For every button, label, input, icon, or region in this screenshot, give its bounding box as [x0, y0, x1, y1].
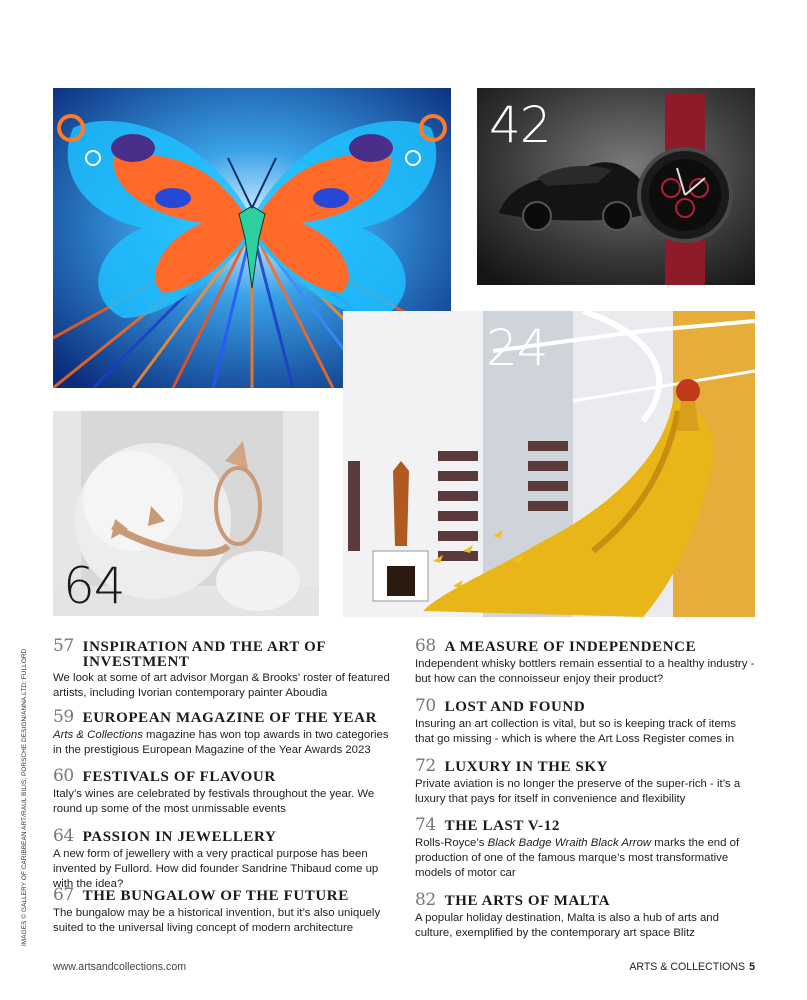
entry-page-number: 82	[415, 890, 436, 910]
entry-page-number: 70	[415, 696, 436, 716]
contents-entry-67[interactable]	[53, 885, 393, 934]
folio-page-number: 5	[749, 961, 755, 973]
entry-description: Arts & Collections magazine has won top awards in two categories in the prestigious European Magazine of the Year Awards 2023	[53, 729, 389, 756]
entry-page-number: 68	[415, 636, 436, 656]
porsche-watch-image[interactable]	[477, 88, 755, 285]
entry-description: Rolls-Royce’s Black Badge Wraith Black Arrow marks the end of production of one of the famous marque’s most transformative models of motor car	[415, 837, 740, 879]
entry-description: Independent whisky bottlers remain essential to a healthy industry - but how can the connoisseur enjoy their product?	[415, 658, 755, 685]
contents-entry-72[interactable]	[415, 756, 757, 815]
contents-entry-74[interactable]	[415, 815, 757, 890]
entry-title: INSPIRATION AND THE ART OF INVESTMENT	[82, 639, 326, 670]
contents-entry-82[interactable]	[415, 890, 757, 939]
entry-page-number: 59	[53, 707, 74, 727]
entry-title: LUXURY IN THE SKY	[444, 759, 609, 775]
contents-entry-68[interactable]	[415, 636, 757, 696]
entry-title: EUROPEAN MAGAZINE OF THE YEAR	[82, 710, 378, 726]
entry-description: Italy’s wines are celebrated by festivals throughout the year. We round up some of the most unmissable events	[53, 788, 375, 815]
entry-description: The bungalow may be a historical invention, but it’s also uniquely suited to the universal living concept of modern architecture	[53, 907, 381, 934]
contents-entry-60[interactable]	[53, 766, 393, 826]
entry-page-number: 64	[53, 826, 74, 846]
staircase-fashion-image[interactable]	[343, 311, 755, 617]
car-model-italic: Black Badge Wraith Black Arrow	[487, 837, 652, 849]
jewellery-image[interactable]	[53, 411, 319, 616]
entry-title: THE BUNGALOW OF THE FUTURE	[82, 888, 349, 904]
entry-title: LOST AND FOUND	[444, 699, 586, 715]
contents-entry-70[interactable]	[415, 696, 757, 756]
contents-left-column	[53, 636, 393, 934]
entry-page-number: 60	[53, 766, 74, 786]
entry-page-number: 67	[53, 885, 74, 905]
magazine-name: ARTS & COLLECTIONS	[629, 961, 746, 973]
entry-title: PASSION IN JEWELLERY	[82, 829, 277, 845]
contents-entry-59[interactable]	[53, 707, 393, 766]
footer-folio	[629, 961, 755, 973]
entry-description: Private aviation is no longer the preserve of the super-rich - it’s a luxury that pays for itself in convenience and flexibility	[415, 778, 741, 805]
contents-entry-57[interactable]	[53, 636, 393, 707]
contents-right-column	[415, 636, 757, 939]
entry-title: A MEASURE OF INDEPENDENCE	[444, 639, 697, 655]
entry-page-number: 57	[53, 636, 74, 656]
entry-page-number: 72	[415, 756, 436, 776]
entry-description: A popular holiday destination, Malta is also a hub of arts and culture, exemplified by the contemporary art space Blitz	[415, 912, 719, 939]
entry-title: FESTIVALS OF FLAVOUR	[82, 769, 276, 785]
magazine-name-italic: Arts & Collections	[53, 729, 143, 741]
entry-description: Insuring an art collection is vital, but so is keeping track of items that go missing - which is where the Art Loss Register comes in	[415, 718, 736, 745]
entry-page-number: 74	[415, 815, 436, 835]
entry-title: THE ARTS OF MALTA	[444, 893, 611, 909]
page-number-64: 64	[63, 557, 125, 615]
image-credit: IMAGES © GALLERY OF CARIBBEAN ART/RAUL BILIS; PORSCHE DESIGN/ANNA.LTD; FULLORD	[21, 648, 28, 946]
entry-title: THE LAST V-12	[444, 818, 560, 834]
contents-entry-64[interactable]	[53, 826, 393, 890]
website-url[interactable]: www.artsandcollections.com	[53, 961, 187, 973]
page-number-42: 42	[489, 96, 551, 154]
entry-description: We look at some of art advisor Morgan & Brooks’ roster of featured artists, including Ivorian contemporary painter Aboudia	[53, 672, 390, 699]
entry-description: A new form of jewellery with a very practical purpose has been invented by Fullord. How did founder Sandrine Thibaud come up with the idea?	[53, 848, 379, 890]
page-number-24: 24	[486, 319, 548, 377]
